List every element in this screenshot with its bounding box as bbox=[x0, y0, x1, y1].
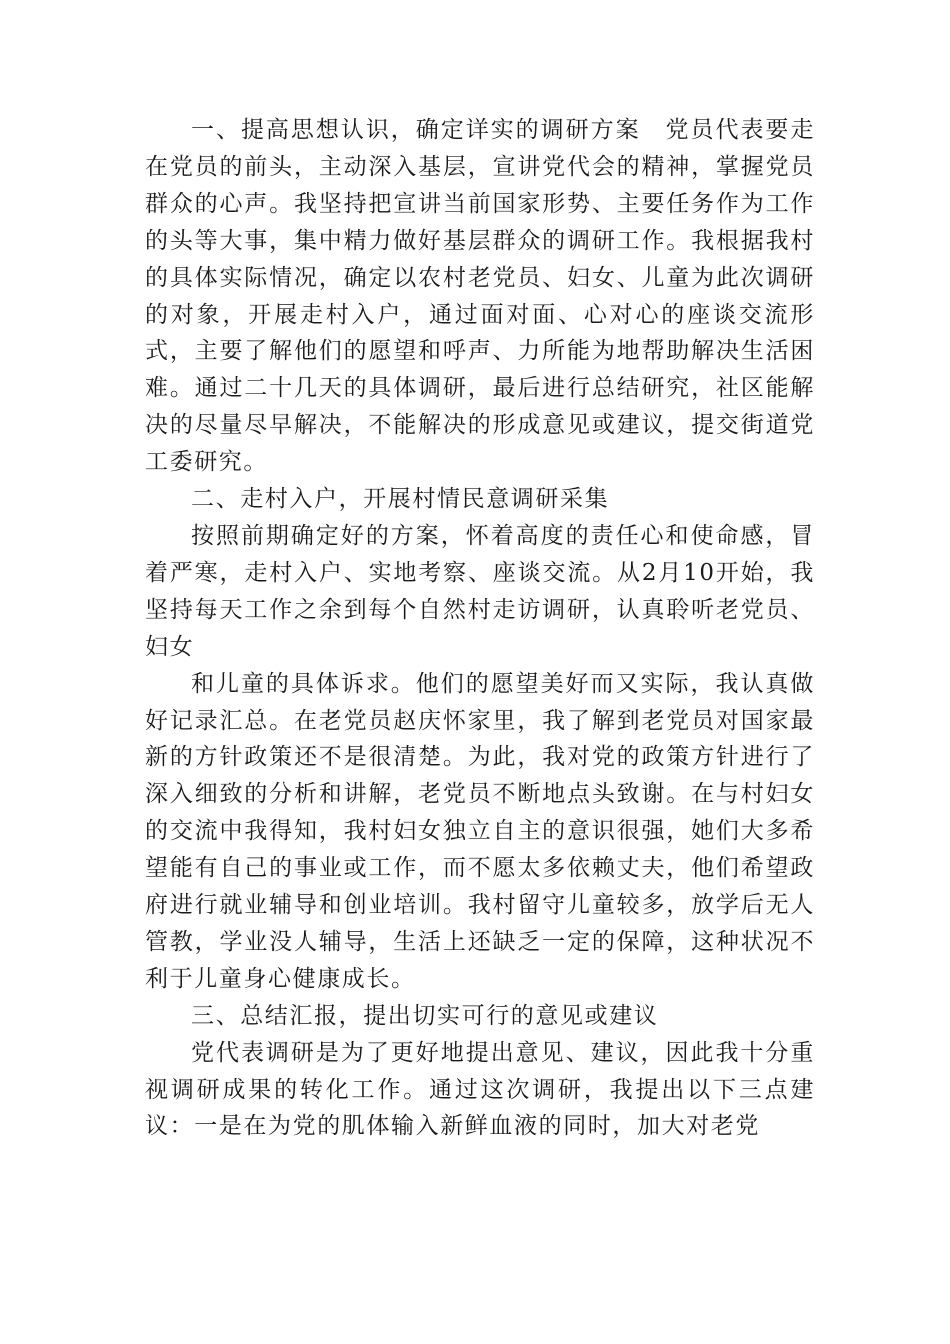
paragraph-section-one: 一、提高思想认识，确定详实的调研方案 党员代表要走在党员的前头，主动深入基层，宣讲党代会的精神，掌握党员群众的心声。我坚持把宣讲当前国家形势、主要任务作为工作的头等大事，集中精力做好基层群众的调研工作。我根据我村的具体实际情况，确定以农村老党员、妇女、儿童为此次调研的对象，开展走村入户，通过面对面、心对心的座谈交流形式，主要了解他们的愿望和呼声、力所能为地帮助解决生活困难。通过二十几天的具体调研，最后进行总结研究，社区能解决的尽量尽早解决，不能解决的形成意见或建议，提交街道党工委研究。 bbox=[145, 117, 815, 476]
section-heading-three: 三、总结汇报，提出切实可行的意见或建议 bbox=[191, 1002, 659, 1029]
paragraph-section-two-part-two: 和儿童的具体诉求。他们的愿望美好而又实际，我认真做好记录汇总。在老党员赵庆怀家里，我了解到老党员对国家最新的方针政策还不是很清楚。为此，我对党的政策方针进行了深入细致的分析和讲解，老党员不断地点头致谢。在与村妇女的交流中我得知，我村妇女独立自主的意识很强，她们大多希望能有自己的事业或工作，而不愿太多依赖丈夫，他们希望政府进行就业辅导和创业培训。我村留守儿童较多，放学后无人管教，学业没人辅导，生活上还缺乏一定的保障，这种状况不利于儿童身心健康成长。 bbox=[145, 670, 815, 992]
paragraph-section-two-part-one: 按照前期确定好的方案，怀着高度的责任心和使命感，冒着严寒，走村入户、实地考察、座谈交流。从2月10开始，我坚持每天工作之余到每个自然村走访调研，认真聆听老党员、妇女 bbox=[145, 522, 815, 660]
paragraph-section-three: 党代表调研是为了更好地提出意见、建议，因此我十分重视调研成果的转化工作。通过这次调研，我提出以下三点建议：一是在为党的肌体输入新鲜血液的同时，加大对老党 bbox=[145, 1039, 815, 1140]
document-body bbox=[145, 112, 815, 1145]
section-heading-two: 二、走村入户，开展村情民意调研采集 bbox=[191, 486, 610, 513]
